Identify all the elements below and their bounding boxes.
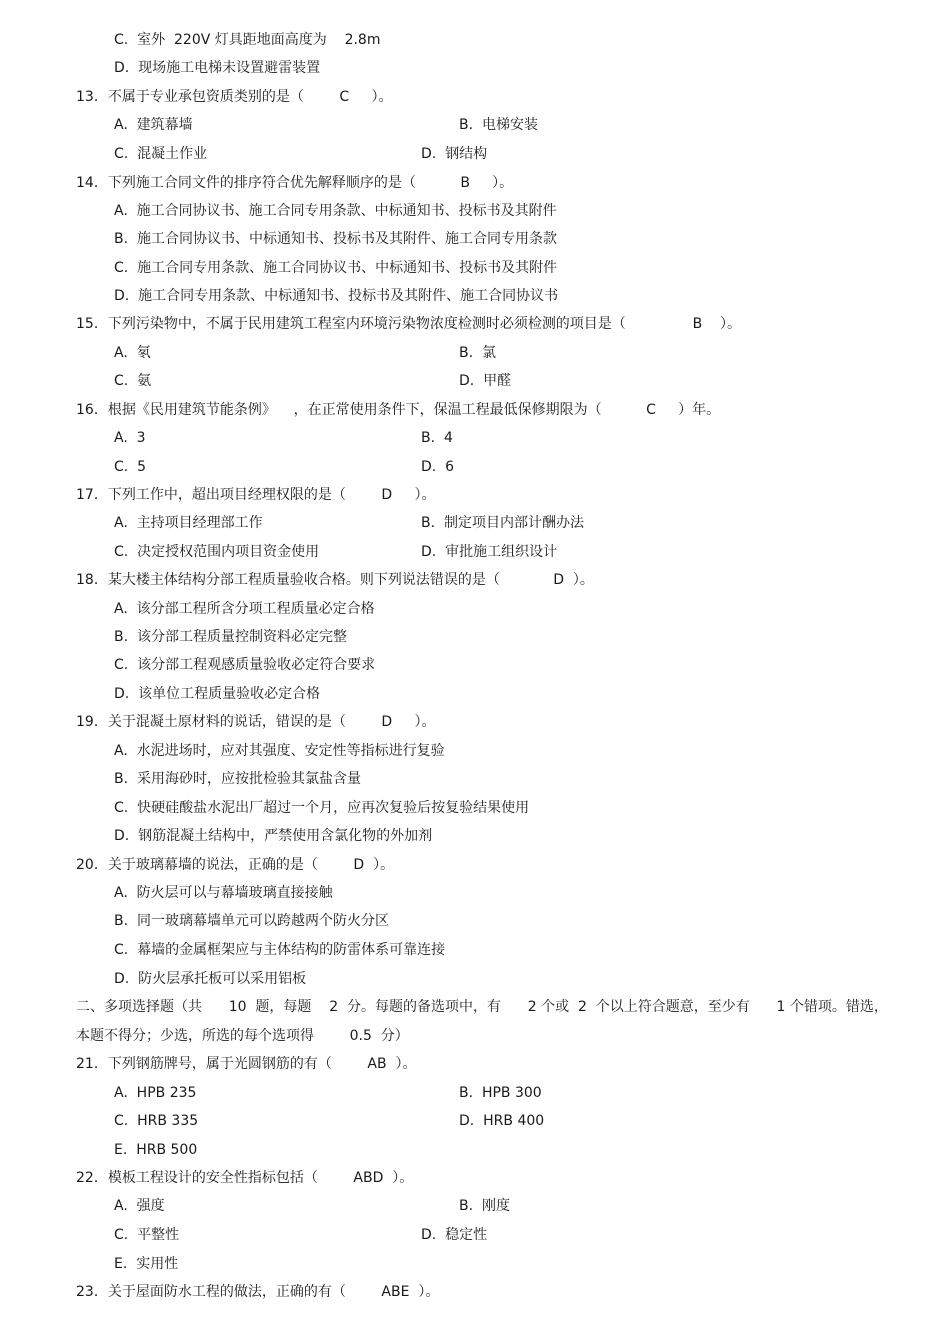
q18-option-a: A. 该分部工程所含分项工程质量必定合格 [114,601,375,617]
section-2-heading: 二、多项选择题（共 10 题，每题 2 分。每题的备选项中，有 2 个或 2 个以上符合题意，至少有 1 个错项。错选， [76,999,888,1015]
q12-option-c: C. 室外 220V 灯具距地面高度为 2.8m [114,32,381,48]
q22-option-a: A. 强度 [114,1198,165,1214]
q13-option-c: C. 混凝土作业 [114,146,208,162]
q19-option-b: B. 采用海砂时，应按批检验其氯盐含量 [114,771,361,787]
q16-option-a: A. 3 [114,430,146,446]
q18-option-d: D. 该单位工程质量验收必定合格 [114,686,321,702]
q16-stem: 16．根据《民用建筑节能条例》 ，在正常使用条件下，保温工程最低保修期限为（ C ）年。 [76,402,721,418]
q19-option-c: C. 快硬硅酸盐水泥出厂超过一个月，应再次复验后按复验结果使用 [114,800,530,816]
q15-option-c: C. 氨 [114,373,152,389]
q23-stem: 23．关于屋面防水工程的做法，正确的有（ ABE ）。 [76,1284,440,1300]
q14-option-d: D. 施工合同专用条款、中标通知书、投标书及其附件、施工合同协议书 [114,288,559,304]
q15-option-b: B. 氯 [459,345,496,361]
q14-option-b: B. 施工合同协议书、中标通知书、投标书及其附件、施工合同专用条款 [114,231,557,247]
section-2-heading-cont: 本题不得分；少选，所选的每个选项得 0.5 分） [76,1028,409,1044]
q20-stem: 20．关于玻璃幕墙的说法，正确的是（ D ）。 [76,857,395,873]
q18-option-c: C. 该分部工程观感质量验收必定符合要求 [114,657,376,673]
q18-option-b: B. 该分部工程质量控制资料必定完整 [114,629,347,645]
q17-option-d: D. 审批施工组织设计 [421,544,558,560]
q15-option-a: A. 氡 [114,345,151,361]
q14-option-a: A. 施工合同协议书、施工合同专用条款、中标通知书、投标书及其附件 [114,203,557,219]
q20-option-c: C. 幕墙的金属框架应与主体结构的防雷体系可靠连接 [114,942,446,958]
q19-option-d: D. 钢筋混凝土结构中，严禁使用含氯化物的外加剂 [114,828,433,844]
q13-option-b: B. 电梯安装 [459,117,538,133]
q19-stem: 19．关于混凝土原材料的说话，错误的是（ D ）。 [76,714,436,730]
q16-option-b: B. 4 [421,430,453,446]
q17-option-c: C. 决定授权范围内项目资金使用 [114,544,320,560]
q22-option-e: E. 实用性 [114,1256,179,1272]
q21-stem: 21．下列钢筋牌号，属于光圆钢筋的有（ AB ）。 [76,1056,417,1072]
q21-option-c: C. HRB 335 [114,1113,199,1129]
q13-stem: 13．不属于专业承包资质类别的是（ C ）。 [76,89,393,105]
q16-option-d: D. 6 [421,459,455,475]
q16-option-c: C. 5 [114,459,147,475]
q21-option-e: E. HRB 500 [114,1142,198,1158]
q18-stem: 18．某大楼主体结构分部工程质量验收合格。则下列说法错误的是（ D ）。 [76,572,594,588]
q20-option-a: A. 防火层可以与幕墙玻璃直接接触 [114,885,333,901]
q21-option-b: B. HPB 300 [459,1085,542,1101]
q15-option-d: D. 甲醛 [459,373,512,389]
q17-option-b: B. 制定项目内部计酬办法 [421,515,584,531]
q14-option-c: C. 施工合同专用条款、施工合同协议书、中标通知书、投标书及其附件 [114,260,558,276]
q17-stem: 17．下列工作中，超出项目经理权限的是（ D ）。 [76,487,436,503]
q21-option-a: A. HPB 235 [114,1085,197,1101]
q19-option-a: A. 水泥进场时，应对其强度、安定性等指标进行复验 [114,743,445,759]
q15-stem: 15．下列污染物中，不属于民用建筑工程室内环境污染物浓度检测时必须检测的项目是（ B ）。 [76,316,741,332]
q22-option-c: C. 平整性 [114,1227,180,1243]
q21-option-d: D. HRB 400 [459,1113,545,1129]
q22-option-b: B. 刚度 [459,1198,510,1214]
q12-option-d: D. 现场施工电梯未设置避雷装置 [114,60,321,76]
q20-option-d: D. 防火层承托板可以采用铝板 [114,971,307,987]
q20-option-b: B. 同一玻璃幕墙单元可以跨越两个防火分区 [114,913,389,929]
q14-stem: 14．下列施工合同文件的排序符合优先解释顺序的是（ B ）。 [76,175,514,191]
q22-option-d: D. 稳定性 [421,1227,488,1243]
q17-option-a: A. 主持项目经理部工作 [114,515,263,531]
q13-option-a: A. 建筑幕墙 [114,117,193,133]
q22-stem: 22．模板工程设计的安全性指标包括（ ABD ）。 [76,1170,414,1186]
q13-option-d: D. 钢结构 [421,146,488,162]
